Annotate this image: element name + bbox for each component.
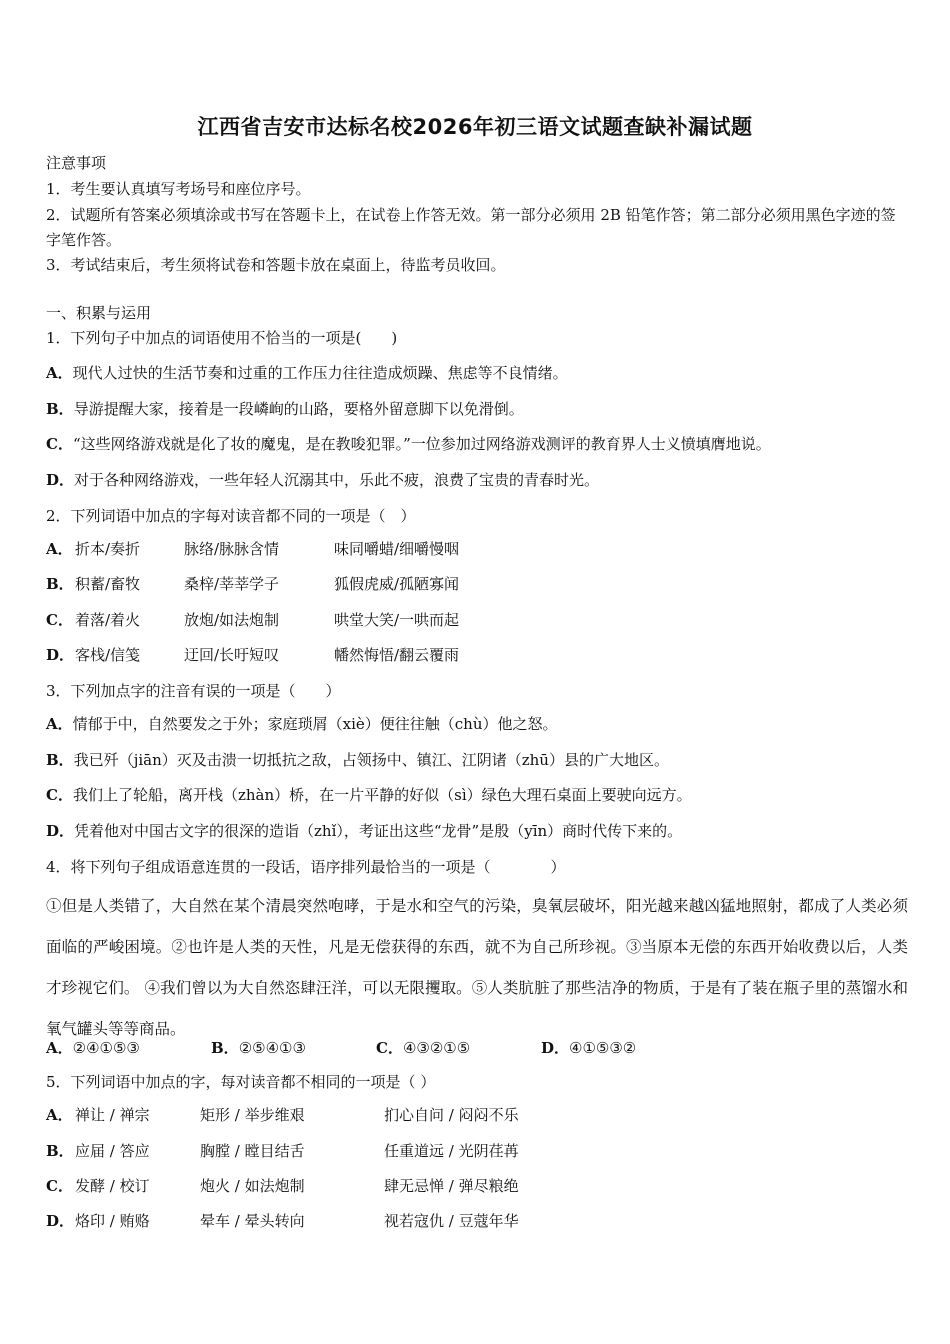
option-word-2: 矩形 / 举步维艰 xyxy=(200,1106,305,1124)
option-text: 我已歼（jiān）灭及击溃一切抵抗之敌，占领扬中、镇江、江阴诸（zhū）县的广大地区。 xyxy=(73,751,669,769)
q1-option-d xyxy=(46,469,599,490)
option-letter: B． xyxy=(46,1142,74,1160)
option-word-1: 应届 / 答应 xyxy=(75,1142,150,1160)
option-word-2: 迂回/长吁短叹 xyxy=(184,646,280,664)
option-text: ②⑤④①③ xyxy=(238,1039,306,1057)
option-word-2: 放炮/如法炮制 xyxy=(184,611,280,629)
option-letter: B． xyxy=(211,1039,239,1057)
option-letter: D． xyxy=(46,1212,75,1230)
option-word-2: 脉络/脉脉含情 xyxy=(184,540,280,558)
notice-heading: 注意事项 xyxy=(46,154,107,172)
option-text: 现代人过快的生活节奏和过重的工作压力往往造成烦躁、焦虑等不良情绪。 xyxy=(72,364,568,382)
option-word-1: 积蓄/畜牧 xyxy=(75,575,141,593)
option-text: 情郁于中，自然要发之于外；家庭琐屑（xiè）便往往触（chù）他之怒。 xyxy=(72,715,558,733)
option-word-1: 着落/着火 xyxy=(75,611,141,629)
option-letter: D． xyxy=(46,646,75,664)
option-letter: B． xyxy=(46,575,74,593)
option-text: 凭着他对中国古文字的很深的造诣（zhǐ），考证出这些“龙骨”是殷（yīn）商时代传下来的。 xyxy=(74,822,683,840)
option-word-3: 幡然悔悟/翻云覆雨 xyxy=(334,646,460,664)
option-letter: D． xyxy=(46,822,75,840)
option-word-2: 炮火 / 如法炮制 xyxy=(200,1177,305,1195)
q3-option-b xyxy=(46,749,669,770)
section-heading: 一、积累与运用 xyxy=(46,304,152,322)
option-word-2: 晕车 / 晕头转向 xyxy=(200,1212,305,1230)
notice-item-2: 2．试题所有答案必须填涂或书写在答题卡上，在试卷上作答无效。第一部分必须用 2B 铅笔作答；第二部分必须用黑色字迹的签字笔作答。 xyxy=(46,206,896,249)
notice-item-3: 3．考试结束后，考生须将试卷和答题卡放在桌面上，待监考员收回。 xyxy=(46,256,506,274)
option-word-1: 禅让 / 禅宗 xyxy=(75,1106,150,1124)
option-text: ④①⑤③② xyxy=(569,1039,637,1057)
option-word-3: 扪心自问 / 闷闷不乐 xyxy=(384,1106,519,1124)
option-word-2: 桑梓/莘莘学子 xyxy=(184,575,280,593)
option-text: 导游提醒大家，接着是一段嶙峋的山路，要格外留意脚下以免滑倒。 xyxy=(73,400,524,418)
option-word-1: 发酵 / 校订 xyxy=(75,1177,150,1195)
question-1-stem: 1．下列句子中加点的词语使用不恰当的一项是( ) xyxy=(46,329,398,347)
option-letter: A． xyxy=(46,540,73,558)
option-letter: C． xyxy=(46,611,73,629)
option-letter: D． xyxy=(541,1039,570,1057)
option-text: ④③②①⑤ xyxy=(402,1039,471,1057)
option-text: 我们上了轮船，离开栈（zhàn）桥，在一片平静的好似（sì）绿色大理石桌面上要驶向远方。 xyxy=(72,786,692,804)
option-letter: B． xyxy=(46,751,74,769)
option-letter: C． xyxy=(46,435,73,453)
question-2-stem: 2．下列词语中加点的字每对读音都不同的一项是（ ） xyxy=(46,507,416,525)
option-word-3: 味同嚼蜡/细嚼慢咽 xyxy=(334,540,460,558)
q4-option-d xyxy=(541,1037,636,1058)
q1-option-c xyxy=(46,433,771,454)
option-letter: A． xyxy=(46,715,73,733)
option-letter: A． xyxy=(46,1039,73,1057)
q4-option-a xyxy=(46,1037,140,1058)
option-word-3: 任重道远 / 光阴荏苒 xyxy=(384,1142,519,1160)
q4-option-c xyxy=(376,1037,470,1058)
option-text: 对于各种网络游戏，一些年轻人沉溺其中，乐此不疲，浪费了宝贵的青春时光。 xyxy=(74,471,600,489)
option-letter: A． xyxy=(46,1106,73,1124)
page-title: 江西省吉安市达标名校2026年初三语文试题查缺补漏试题 xyxy=(197,115,753,139)
option-letter: C． xyxy=(46,786,73,804)
question-4-stem: 4．将下列句子组成语意连贯的一段话，语序排列最恰当的一项是（ ） xyxy=(46,858,566,876)
q3-option-a xyxy=(46,713,558,734)
option-letter: C． xyxy=(46,1177,73,1195)
question-5-stem: 5．下列词语中加点的字，每对读音都不相同的一项是（ ） xyxy=(46,1073,436,1091)
q1-option-b xyxy=(46,398,524,419)
option-word-3: 狐假虎威/孤陋寡闻 xyxy=(334,575,460,593)
option-word-3: 肆无忌惮 / 弹尽粮绝 xyxy=(384,1177,519,1195)
option-word-1: 客栈/信笺 xyxy=(75,646,141,664)
option-word-3: 视若寇仇 / 豆蔻年华 xyxy=(384,1212,519,1230)
option-letter: A． xyxy=(46,364,73,382)
option-letter: C． xyxy=(376,1039,403,1057)
option-text: “这些网络游戏就是化了妆的魔鬼，是在教唆犯罪。”一位参加过网络游戏测评的教育界人士义愤填膺地说。 xyxy=(72,435,771,453)
option-letter: B． xyxy=(46,400,74,418)
option-word-2: 胸膛 / 瞠目结舌 xyxy=(200,1142,305,1160)
notice-item-1: 1．考生要认真填写考场号和座位序号。 xyxy=(46,180,311,198)
q4-option-b xyxy=(211,1037,306,1058)
q3-option-c xyxy=(46,784,692,805)
option-letter: D． xyxy=(46,471,75,489)
question-3-stem: 3．下列加点字的注音有误的一项是（ ） xyxy=(46,682,341,700)
option-text: ②④①⑤③ xyxy=(72,1039,140,1057)
q1-option-a xyxy=(46,362,568,383)
option-word-3: 哄堂大笑/一哄而起 xyxy=(334,611,460,629)
option-word-1: 烙印 / 贿赂 xyxy=(75,1212,150,1230)
option-word-1: 折本/奏折 xyxy=(75,540,141,558)
q3-option-d xyxy=(46,820,682,841)
q4-passage: ①但是人类错了，大自然在某个清晨突然咆哮，于是水和空气的污染，臭氧层破坏，阳光越来越凶猛地照射，都成了人类必须面临的严峻困境。②也许是人类的天性，凡是无偿获得的东西，就不为自己所珍视。③当原本无偿的东西开始收费以后，人类才珍视它们。 ④我们曾以为大自然恣肆汪洋，可以无限攫取。⑤人类肮脏了那些洁净的物质，于是有了装在瓶子里的蒸馏水和氧气罐头等等商品。 xyxy=(46,897,908,1038)
